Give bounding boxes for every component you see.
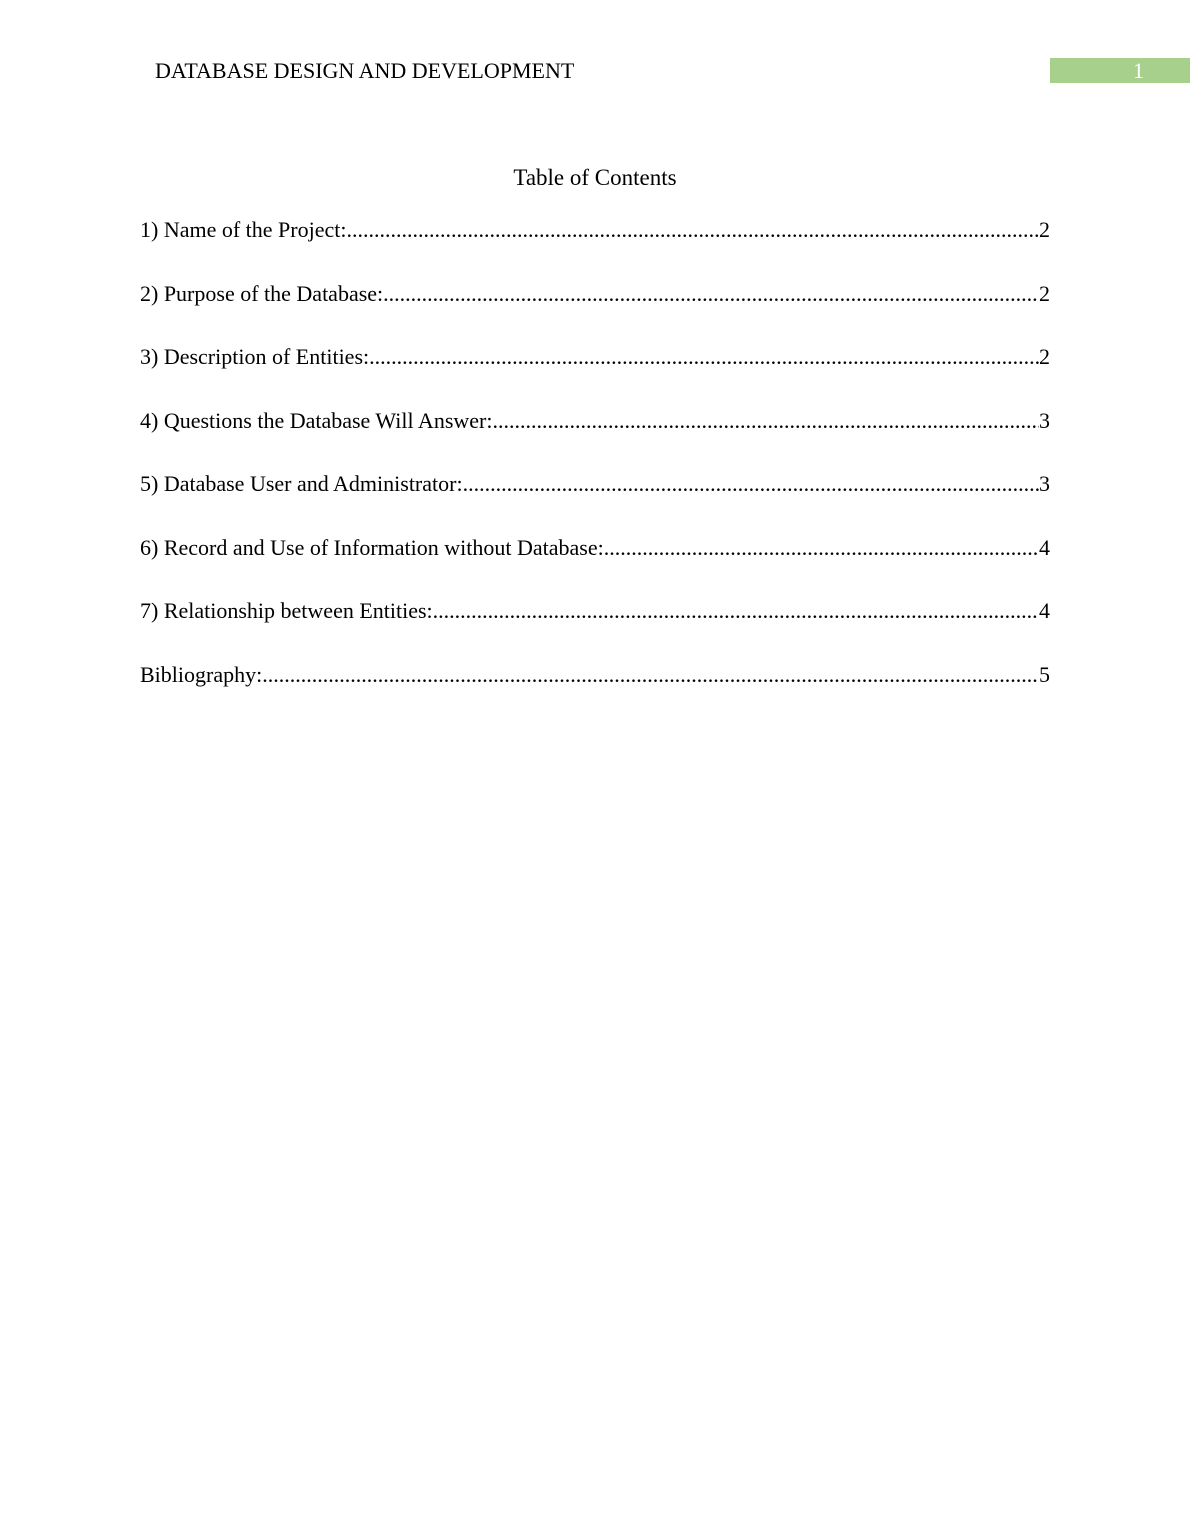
toc-leader-dots <box>433 596 1039 626</box>
toc-entry-label: 1) Name of the Project: <box>140 217 347 242</box>
toc-leader-dots <box>369 342 1039 372</box>
toc-entry-page: 5 <box>1039 661 1050 687</box>
toc-leader-dots <box>463 469 1039 499</box>
toc-entry-label: 6) Record and Use of Information without Database: <box>140 534 604 560</box>
toc-entry-label: Bibliography: <box>140 661 263 687</box>
toc-entry-page: 4 <box>1039 598 1050 623</box>
toc-entry-label: 7) Relationship between Entities: <box>140 598 433 623</box>
toc-entry[interactable] <box>140 660 1050 724</box>
toc-entry[interactable] <box>140 596 1050 660</box>
toc-leader-dots <box>604 533 1039 563</box>
toc-leader-dots <box>347 215 1040 245</box>
toc-entry-label: 2) Purpose of the Database: <box>140 280 384 306</box>
toc-entry-label: 5) Database User and Administrator: <box>140 471 463 496</box>
toc-entry-label: 3) Description of Entities: <box>140 344 370 369</box>
header-title: DATABASE DESIGN AND DEVELOPMENT <box>155 58 575 83</box>
toc-entry[interactable] <box>140 215 1050 279</box>
toc-entry[interactable] <box>140 279 1050 343</box>
toc-leader-dots <box>492 406 1039 436</box>
toc-heading: Table of Contents <box>513 165 677 190</box>
toc-entry[interactable] <box>140 406 1050 470</box>
toc-entry-page: 4 <box>1039 534 1050 560</box>
toc-entry-page: 2 <box>1039 280 1050 306</box>
toc-entry[interactable] <box>140 533 1050 597</box>
page-number: 1 <box>1133 58 1144 83</box>
toc-list <box>140 215 1050 723</box>
toc-entry-page: 3 <box>1039 407 1050 433</box>
toc-leader-dots <box>262 660 1039 690</box>
toc-entry-page: 2 <box>1039 344 1050 369</box>
page-number-badge <box>1050 58 1190 83</box>
toc-entry[interactable] <box>140 469 1050 533</box>
toc-entry-page: 2 <box>1039 217 1050 242</box>
toc-entry-page: 3 <box>1039 471 1050 496</box>
toc-leader-dots <box>383 279 1039 309</box>
toc-entry-label: 4) Questions the Database Will Answer: <box>140 407 493 433</box>
toc-entry[interactable] <box>140 342 1050 406</box>
